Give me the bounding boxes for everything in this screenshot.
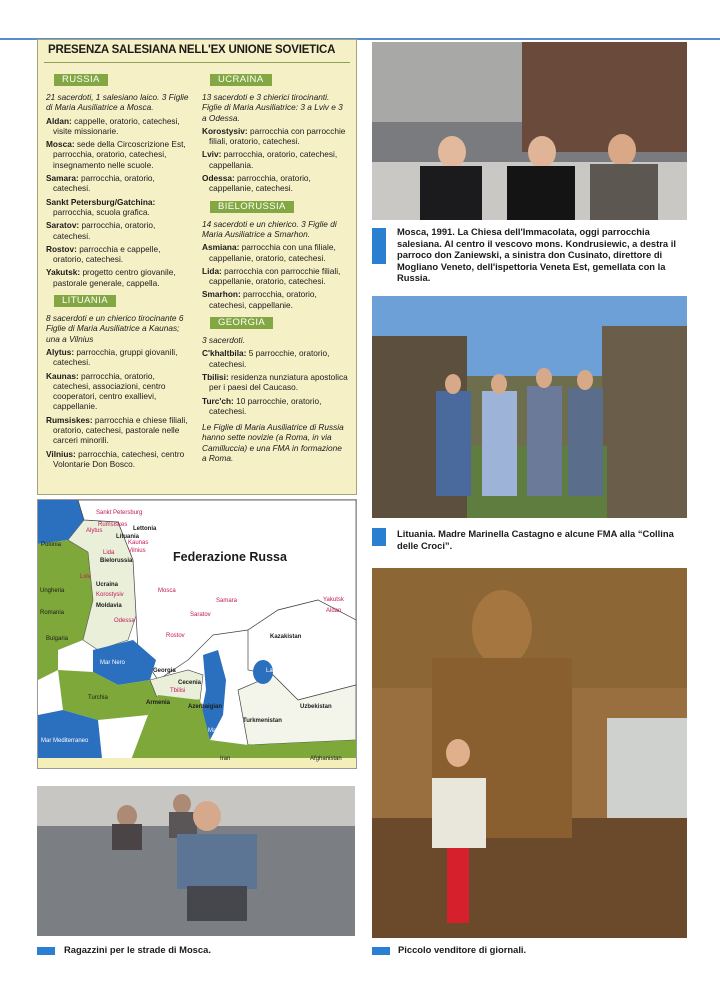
ucraina-header: UCRAINA: [210, 74, 272, 86]
right-column: [202, 70, 348, 466]
info-panel: [37, 39, 357, 495]
ucraina-entry: [202, 173, 348, 194]
label-tbilisi: Tbilisi: [170, 688, 186, 694]
label-kazakistan: Kazakistan: [270, 634, 302, 640]
caption-mosca: Mosca, 1991. La Chiesa dell'Immacolata, oggi parrocchia salesiana. Al centro il vescovo mons. Kondrusiewic, a destra il parroco don Zaniewski, a sinistra don Cusinato, direttore di Mogliano Veneto, dell'ispettoria Veneta Est, gemellata con la Russia.: [397, 226, 676, 283]
label-romania: Romania: [40, 610, 65, 616]
label-alytus: Alytus: [86, 528, 103, 534]
ucraina-entry-text: parrocchia con parrocchie filiali, oratorio, catechesi.: [209, 125, 346, 147]
russia-entry-place: Mosca:: [46, 139, 75, 150]
caption-marker-mosca: [372, 228, 386, 264]
caption-ragazzini: Ragazzini per le strade di Mosca.: [64, 944, 211, 955]
russia-entry: [46, 197, 192, 218]
caption-marker-venditore: [372, 947, 390, 955]
label-samara: Samara: [216, 598, 238, 604]
ucraina-entry-text: parrocchia, oratorio, catechesi, cappellania.: [209, 149, 338, 170]
lituania-entry-place: Rumsiskes:: [46, 414, 93, 425]
georgia-list: [202, 348, 348, 416]
russia-entry-text: parrocchia, oratorio, catechesi.: [53, 173, 155, 194]
russia-entry-text: parrocchia e cappelle, oratorio, catechesi.: [53, 243, 161, 265]
label-korostysiv: Korostysiv: [96, 592, 124, 598]
lituania-entry-text: parrocchia, catechesi, centro Volontarie Don Bosco.: [53, 448, 185, 469]
label-moldavia: Moldavia: [96, 603, 122, 609]
bielorussia-entry-text: parrocchia, oratorio, catechesi, cappellanie.: [209, 289, 317, 310]
label-georgia: Georgia: [153, 668, 176, 674]
georgia-entry-place: Turc'ch:: [202, 395, 234, 406]
russia-entry: [46, 220, 192, 241]
label-bielorussia: Bielorussia: [100, 558, 133, 564]
georgia-entry-text: residenza nunziatura apostolica per i paesi del Caucaso.: [209, 371, 348, 393]
label-rostov: Rostov: [166, 633, 185, 639]
label-bulgaria: Bulgaria: [46, 636, 69, 642]
ucraina-entry: [202, 126, 348, 147]
label-ucraina: Ucraina: [96, 582, 119, 588]
label-aldan: Aldan: [326, 608, 342, 614]
russia-header: RUSSIA: [54, 74, 108, 86]
russia-entry-text: progetto centro giovanile, pastorale generale, cappella.: [53, 267, 176, 288]
ucraina-entry-text: parrocchia, oratorio, cappellanie, catechesi.: [209, 173, 311, 194]
label-armenia: Armenia: [146, 700, 171, 706]
bielorussia-entry: [202, 242, 348, 263]
bielorussia-entry-text: parrocchia con parrocchie filiali, cappellanie, oratorio, catechesi.: [209, 265, 341, 287]
bielorussia-entry-place: Asmiana:: [202, 242, 240, 253]
label-iran: Iran: [220, 756, 231, 762]
bielorussia-entry-text: parrocchia con una filiale, cappellanie, oratorio, catechesi.: [209, 242, 336, 263]
russia-entry-text: cappelle, oratorio, catechesi, visite missionarie.: [53, 115, 180, 136]
russia-list: [46, 116, 192, 288]
russia-intro: 21 sacerdoti, 1 salesiano laico. 3 Figlie di Maria Ausiliatrice a Mosca.: [46, 92, 189, 113]
label-ungheria: Ungheria: [40, 588, 65, 594]
label-uzbekistan: Uzbekistan: [300, 704, 332, 710]
photo-mosca-graphic: [372, 42, 687, 220]
russia-entry-place: Samara:: [46, 173, 79, 184]
bielorussia-entry: [202, 289, 348, 310]
russia-entry-text: parrocchia, scuola grafica.: [53, 206, 150, 217]
russia-entry-place: Sankt Petersburg/Gatchina:: [46, 196, 156, 207]
russia-entry: [46, 139, 192, 170]
russia-entry: [46, 173, 192, 194]
label-yakutsk: Yakutsk: [323, 597, 344, 603]
ucraina-entry: [202, 149, 348, 170]
lituania-entry: [46, 347, 192, 368]
russia-entry-place: Yakutsk:: [46, 267, 81, 278]
map-footer-band: [38, 758, 356, 768]
label-lviv: Lviv: [80, 574, 91, 580]
bielorussia-list: [202, 242, 348, 310]
label-polonia: Polonia: [41, 542, 62, 548]
bielorussia-intro: 14 sacerdoti e un chierico. 3 Figlie di Maria Ausiliatrice a Smarhon.: [202, 218, 337, 239]
label-lago-aral: Lago d'Aral: [266, 668, 297, 674]
map-title: Federazione Russa: [173, 550, 287, 564]
ucraina-entry-place: Korostysiv:: [202, 125, 248, 136]
photo-newspaper-boy: [372, 568, 687, 938]
panel-rule: [44, 62, 350, 63]
ucraina-entry-place: Odessa:: [202, 173, 235, 184]
russia-entry-place: Rostov:: [46, 243, 77, 254]
photo-street-graphic: [37, 786, 355, 936]
label-vilnius: Vilnius: [128, 548, 146, 554]
label-lettonia: Lettonia: [133, 526, 157, 532]
caption-marker-lituania: [372, 528, 386, 546]
label-mar-caspio: Mar Caspio: [208, 728, 239, 734]
russia-entry-text: parrocchia, oratorio, catechesi.: [53, 220, 156, 241]
bielorussia-entry-place: Lida:: [202, 265, 222, 276]
photo-mosca-clergy: [372, 42, 687, 220]
label-saratov: Saratov: [190, 612, 211, 618]
label-afghanistan: Afghanistan: [310, 756, 342, 762]
bielorussia-entry-place: Smarhon:: [202, 289, 241, 300]
lituania-entry-place: Kaunas:: [46, 370, 79, 381]
georgia-entry-text: 10 parrocchie, oratorio, catechesi.: [209, 395, 322, 416]
georgia-entry: [202, 372, 348, 393]
label-kaunas: Kaunas: [128, 540, 149, 546]
left-column: [46, 70, 192, 472]
russia-entry: [46, 244, 192, 265]
russia-entry: [46, 116, 192, 137]
label-odessa: Odessa: [114, 618, 135, 624]
map-graphic: [38, 500, 356, 768]
label-mar-mediterraneo: Mar Mediterraneo: [41, 738, 89, 744]
label-azerbaigian: Azerbaigian: [188, 704, 223, 710]
georgia-entry-place: C'khaltbila:: [202, 348, 247, 359]
label-mar-nero: Mar Nero: [100, 660, 126, 666]
russia-entry-text: sede della Circoscrizione Est, parrocchia, oratorio, catechesi, insegnamento nelle scuole.: [53, 139, 186, 170]
label-turkmenistan: Turkmenistan: [243, 718, 282, 724]
lituania-entry: [46, 449, 192, 470]
photo-street-boys: [37, 786, 355, 936]
georgia-entry-text: 5 parrocchie, oratorio, catechesi.: [209, 348, 330, 369]
russia-entry-place: Saratov:: [46, 220, 80, 231]
lituania-header: LITUANIA: [54, 295, 116, 307]
bielorussia-entry: [202, 266, 348, 287]
map: [37, 499, 357, 769]
lituania-entry: [46, 371, 192, 412]
photo-newspaper-graphic: [372, 568, 687, 938]
georgia-entry: [202, 396, 348, 417]
russia-entry-place: Aldan:: [46, 115, 72, 126]
georgia-header: GEORGIA: [210, 317, 273, 329]
label-rumsiskes: Rumsiskes: [98, 522, 128, 528]
georgia-entry: [202, 348, 348, 369]
ucraina-entry-place: Lviv:: [202, 149, 222, 160]
lituania-entry-text: parrocchia e chiese filiali, oratorio, catechesi, pastorale nelle carceri minorili.: [53, 414, 188, 446]
lituania-entry-text: parrocchia, gruppi giovanili, catechesi.: [53, 346, 178, 368]
lituania-entry-place: Vilnius:: [46, 448, 76, 459]
label-mosca: Mosca: [158, 588, 176, 594]
ucraina-intro: 13 sacerdoti e 3 chierici tirocinanti. Figlie di Maria Ausiliatrice: 3 a Lviv e 3 a Odessa.: [202, 92, 343, 123]
caption-marker-ragazzini: [37, 947, 55, 955]
lituania-list: [46, 347, 192, 469]
lituania-entry: [46, 415, 192, 446]
lituania-entry-text: parrocchia, oratorio, catechesi, associazioni, centro cooperatori, centro exallievi, cappellanie.: [53, 370, 166, 412]
lituania-intro: 8 sacerdoti e un chierico tirocinante 6 Figlie di Maria Ausiliatrice a Kaunas; una a Vilnius: [46, 313, 184, 344]
panel-title: PRESENZA SALESIANA NELL'EX UNIONE SOVIETICA: [48, 44, 336, 56]
bielorussia-header: BIELORUSSIA: [210, 201, 294, 213]
photo-lituania-graphic: [372, 296, 687, 518]
photo-lituania-hill: [372, 296, 687, 518]
lituania-entry-place: Alytus:: [46, 346, 75, 357]
russia-entry: [46, 267, 192, 288]
georgia-note: Le Figlie di Maria Ausiliatrice di Russia hanno sette novizie (a Roma, in via Camilluccia) e una FMA in formazione a Roma.: [202, 422, 344, 464]
label-sankt-petersburg: Sankt Petersburg: [96, 510, 143, 516]
georgia-intro: 3 sacerdoti.: [202, 335, 245, 346]
label-turchia: Turchia: [88, 695, 108, 701]
georgia-entry-place: Tbilisi:: [202, 371, 229, 382]
caption-venditore: Piccolo venditore di giornali.: [398, 944, 527, 955]
ucraina-list: [202, 126, 348, 194]
label-lituania: Lituania: [116, 534, 140, 540]
caption-lituania: Lituania. Madre Marinella Castagno e alcune FMA alla “Collina delle Croci”.: [397, 528, 674, 551]
label-lida: Lida: [103, 550, 115, 556]
label-cecenia: Cecenia: [178, 680, 202, 686]
